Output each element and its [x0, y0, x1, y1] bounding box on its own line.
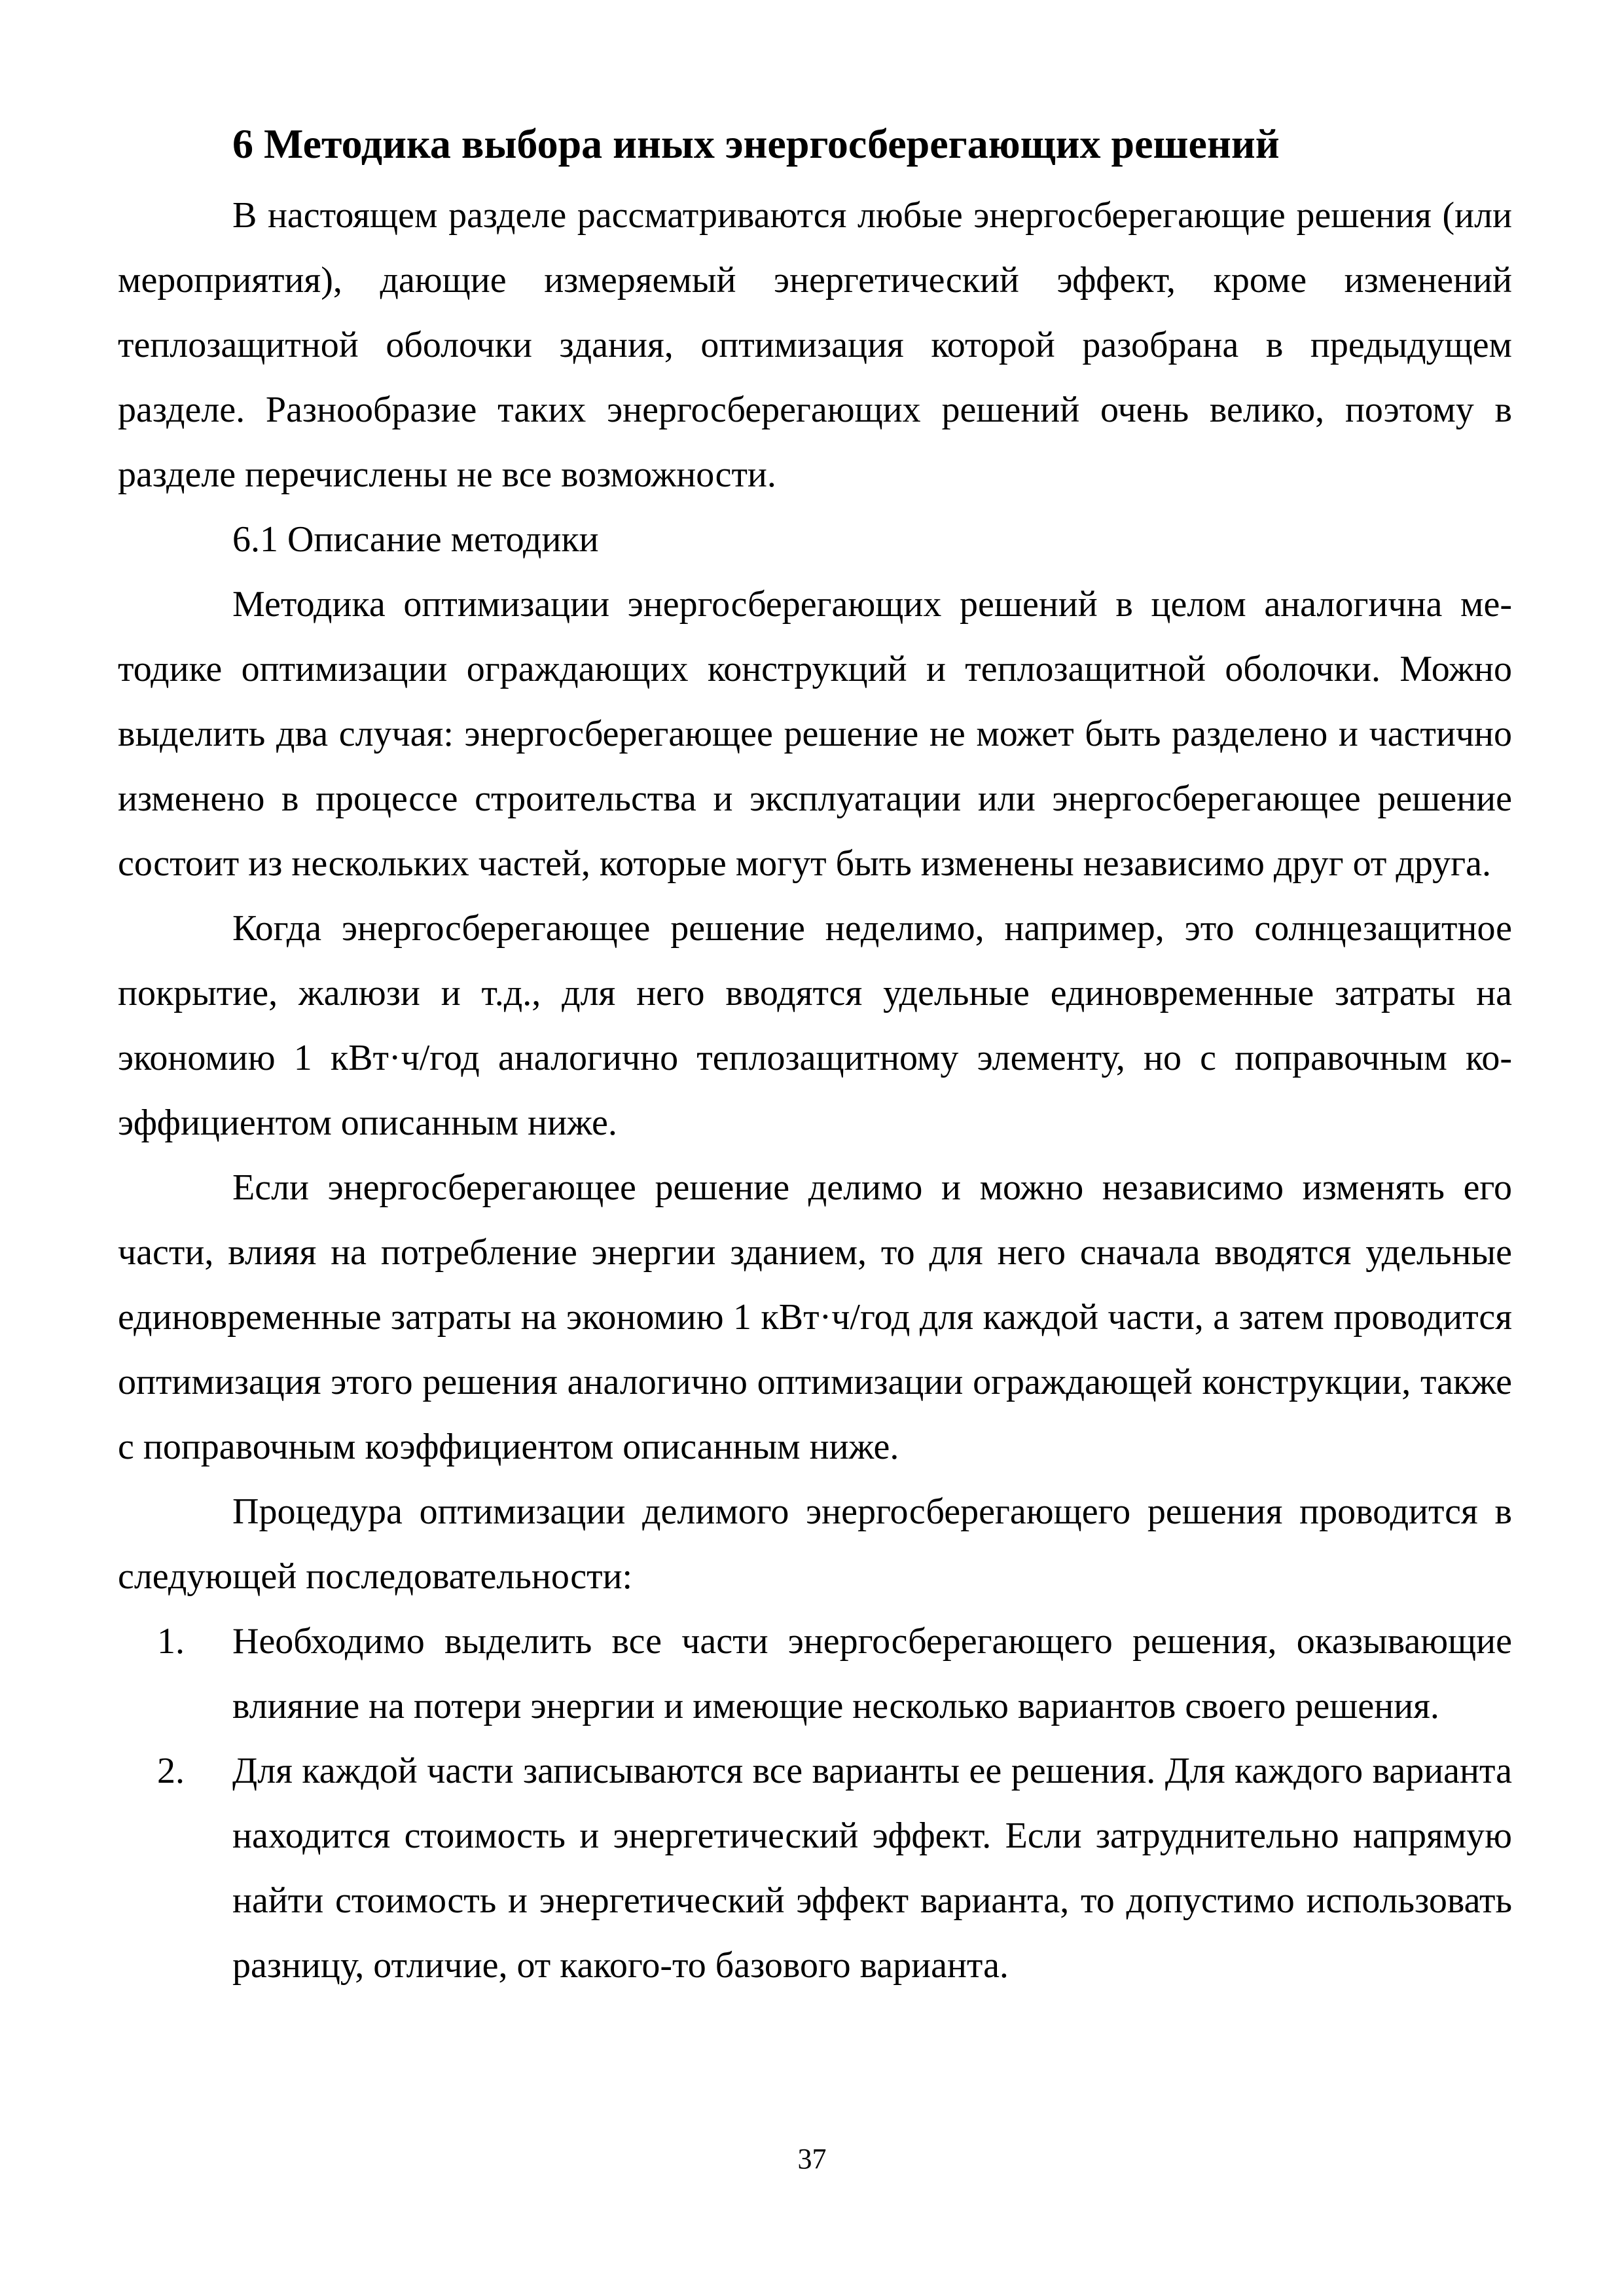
- list-item: [118, 1739, 1512, 1998]
- procedure-steps-list: [118, 1609, 1512, 1998]
- body-paragraph: Методика оптимизации энергосберегающих решений в целом аналогична методике оптимизации ограждающих конструкций и теплозащитной оболочки. Можно выделить два случая: энергосберегающее решение не может быть разделено и частично изменено в процессе строительства и эксплуатации или энергосберегающее решение состоит из нескольких частей, которые могут быть изменены независимо друг от друга.: [118, 584, 1512, 884]
- body-paragraph: Если энергосберегающее решение делимо и можно независимо изменять его части, влияя на потребление энергии зданием, то для него сначала вводятся удельные единовременные затраты на экономию 1 кВт·ч/год для каждой части, а затем проводится оптимизация этого решения аналогично оптимизации ограждающей конструкции, также с поправочным коэффициентом описанным ниже.: [118, 1167, 1512, 1467]
- intro-paragraph: В настоящем разделе рассматриваются любые энергосберегающие решения (или мероприятия), дающие измеряемый энергетический эффект, кроме изменений теплозащитной оболочки здания, оптимизация которой разобрана в предыдущем разделе. Разнообразие таких энергосберегающих решений очень велико, поэтому в разделе перечислены не все возможности.: [118, 195, 1512, 495]
- body-paragraph: Когда энергосберегающее решение неделимо, например, это солнцезащитное покрытие, жалюзи и т.д., для него вводятся удельные единовременные затраты на экономию 1 кВт·ч/год аналогично теплозащитному элементу, но с поправочным коэффициентом описанным ниже.: [118, 908, 1512, 1143]
- subsection-title: 6.1 Описание методики: [232, 519, 599, 560]
- list-item-text: Необходимо выделить все части энергосберегающего решения, оказывающие влияние на потери энергии и имеющие несколько вариантов своего решения.: [232, 1621, 1512, 1726]
- body-paragraph: Процедура оптимизации делимого энергосберегающего решения проводится в следующей последовательности:: [118, 1491, 1512, 1597]
- list-item: [118, 1609, 1512, 1739]
- list-item-text: Для каждой части записываются все варианты ее решения. Для каждого варианта находится стоимость и энергетический эффект. Если затруднительно напрямую найти стоимость и энергетический эффект варианта, то допустимо использовать разницу, отличие, от какого-то базового варианта.: [232, 1751, 1512, 1986]
- section-heading: 6 Методика выбора иных энергосберегающих решений: [232, 120, 1280, 167]
- page-content: [118, 105, 1512, 1998]
- list-item-number: 2.: [157, 1751, 185, 1791]
- page-number: 37: [797, 2143, 827, 2175]
- list-item-number: 1.: [157, 1621, 185, 1662]
